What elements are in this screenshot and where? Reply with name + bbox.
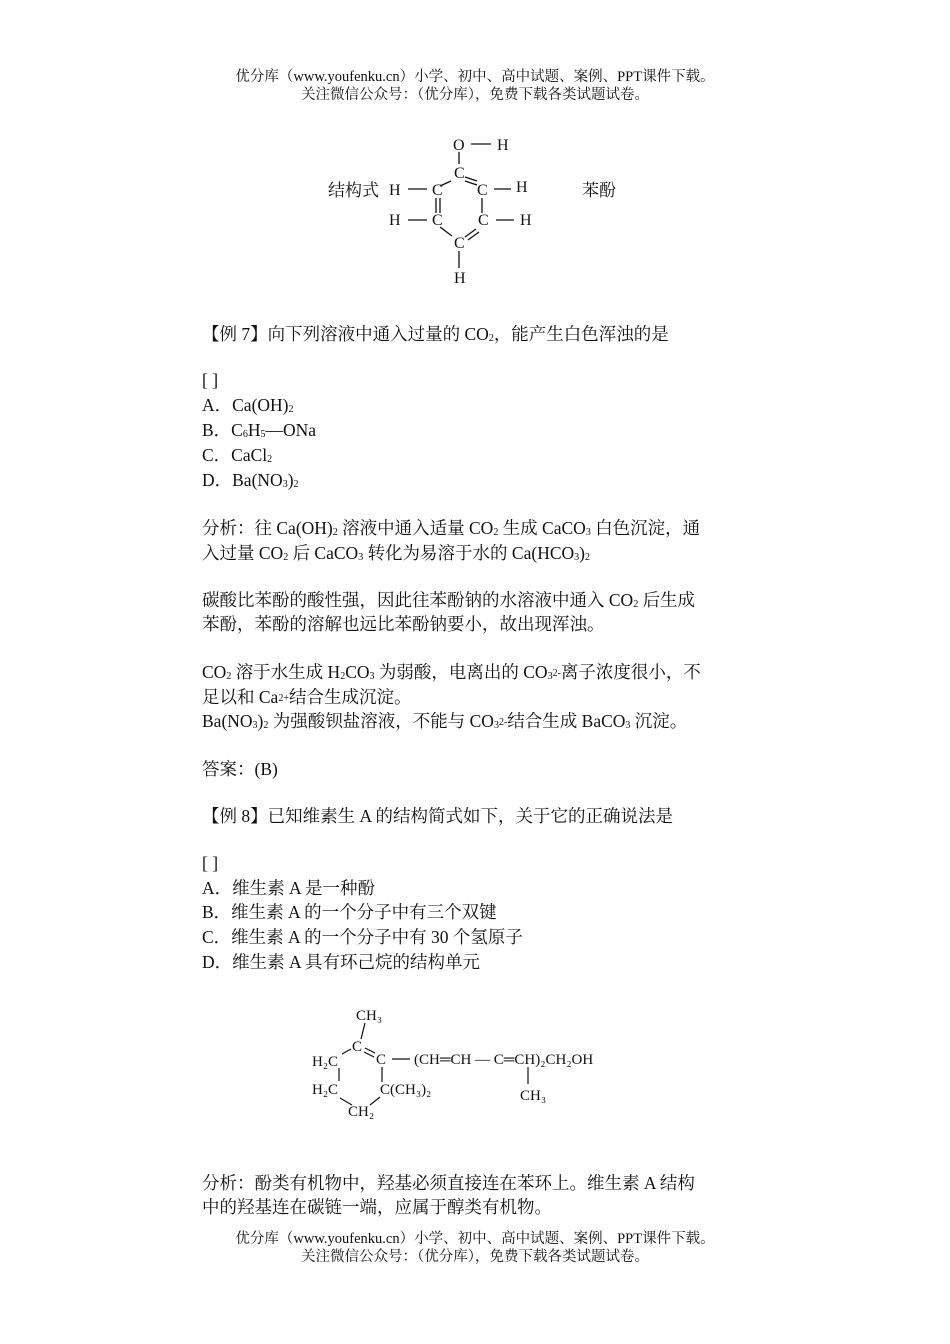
example-8-question: 【例 8】已知维素生 A 的结构简式如下，关于它的正确说法是 <box>202 806 674 826</box>
example-8-option-d: D．维生素 A 具有环己烷的结构单元 <box>202 952 481 972</box>
vit-ch3-top: CH₃ <box>356 1008 383 1024</box>
vitamin-a-structure-figure <box>300 998 680 1128</box>
example-7-option-d: D．$Ba(NO_3)_2$ <box>202 470 299 490</box>
example-7-analysis-line-6: 足以和 $Ca^{2+}$结合生成沉淀。 <box>202 687 412 707</box>
example-7-analysis-line-1: 分析：往 $Ca(OH)_2$ 溶液中通入适量 $CO_2$ 生成 CaCO$_3$ 白色沉淀，通 <box>202 518 701 538</box>
footer-line-2: 关注微信公众号：（优分库），免费下载各类试题试卷。 <box>301 1249 649 1265</box>
example-7-analysis-line-2: 入过量 $CO_2$ 后 CaCO$_3$ 转化为易溶于水的 $Ca(HCO_3)_2$ <box>202 543 590 563</box>
example-8-option-b: B．维生素 A 的一个分子中有三个双键 <box>202 902 497 922</box>
page-header <box>0 68 950 104</box>
atom-h-left-2: H <box>389 212 401 229</box>
example-7-option-b: B．$C_6H_5—ONa$ <box>202 420 317 440</box>
page-footer <box>0 1230 950 1266</box>
atom-h-right-1: H <box>516 179 528 196</box>
atom-h-bottom: H <box>454 270 466 287</box>
atom-h-left-1: H <box>389 182 401 199</box>
atom-c4: C <box>454 235 465 252</box>
vit-ch2-bottom: CH₂ <box>348 1104 375 1120</box>
footer-line-1: 优分库（www.youfenku.cn）小学、初中、高中试题、案例、PPT课件下载。 <box>235 1231 715 1247</box>
atom-c1: C <box>454 165 465 182</box>
phenol-label-name: 苯酚 <box>582 181 616 201</box>
example-7-analysis-line-5: $CO_2$ 溶于水生成 $H_2CO_3$ 为弱酸，电离出的 $CO_3^{2-}$离子浓度很小，不 <box>202 662 701 682</box>
example-8-option-a: A．维生素 A 是一种酚 <box>202 878 376 898</box>
vit-h2c-upper: H₂C <box>312 1054 339 1070</box>
atom-h-hydroxyl: H <box>497 137 509 154</box>
header-line-2: 关注微信公众号：（优分库），免费下载各类试题试卷。 <box>301 87 649 103</box>
phenol-label-structural-formula: 结构式 <box>328 181 379 201</box>
atom-h-right-2: H <box>520 212 532 229</box>
example-8-answer-bracket: [ ] <box>202 853 219 873</box>
example-7-option-c: C．CaCl$_2$ <box>202 445 273 465</box>
header-line-1: 优分库（www.youfenku.cn）小学、初中、高中试题、案例、PPT课件下载。 <box>235 69 715 85</box>
vit-ch3-branch: CH₃ <box>520 1088 547 1104</box>
phenol-structure-figure <box>320 128 640 290</box>
vit-side-chain: (CH═CH — C═CH)₂CH₂OH <box>414 1052 594 1068</box>
atom-c5: C <box>432 212 443 229</box>
example-7-option-a: A．$Ca(OH)_2$ <box>202 395 294 415</box>
example-7-answer-bracket: [ ] <box>202 370 219 390</box>
vit-c-top-left: C <box>352 1039 363 1055</box>
atom-o: O <box>453 137 465 154</box>
atom-c3: C <box>478 212 489 229</box>
atom-c2: C <box>477 182 488 199</box>
vit-h2c-lower: H₂C <box>312 1082 339 1098</box>
example-8-analysis-line-1: 分析：酚类有机物中，羟基必须直接连在苯环上。维生素 A 结构 <box>202 1173 695 1193</box>
example-8-option-c: C．维生素 A 的一个分子中有 30 个氢原子 <box>202 927 523 947</box>
vit-c-ring-right: C <box>376 1052 387 1068</box>
atom-c6: C <box>432 182 443 199</box>
vit-c-dimethyl: C(CH₃)₂ <box>380 1082 432 1098</box>
example-8-analysis-line-2: 中的羟基连在碳链一端，应属于醇类有机物。 <box>202 1197 552 1217</box>
example-7-analysis-line-7: $Ba(NO_3)_2$ 为强酸钡盐溶液，不能与 $CO_3^{2-}$结合生成 BaCO$_3$ 沉淀。 <box>202 711 688 731</box>
example-7-answer: 答案：(B) <box>202 759 278 779</box>
example-7-analysis-line-3: 碳酸比苯酚的酸性强，因此往苯酚钠的水溶液中通入 $CO_2$ 后生成 <box>202 590 696 610</box>
example-7-analysis-line-4: 苯酚，苯酚的溶解也远比苯酚钠要小，故出现浑浊。 <box>202 614 605 634</box>
example-7-question: 【例 7】向下列溶液中通入过量的 $CO_2$，能产生白色浑浊的是 <box>202 324 669 344</box>
